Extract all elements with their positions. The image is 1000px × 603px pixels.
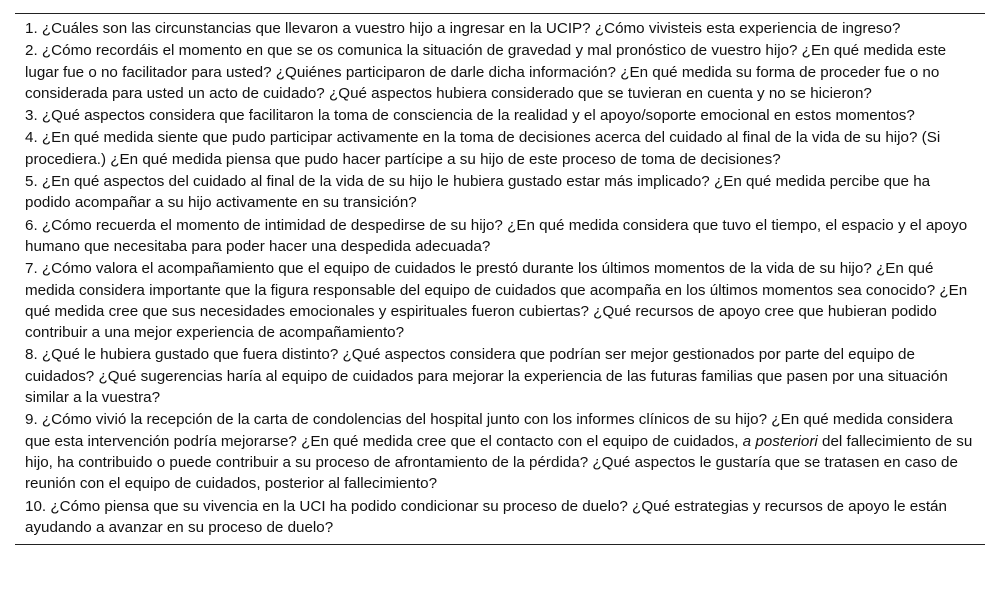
question-text: ¿Qué aspectos considera que facilitaron la toma de consciencia de la realidad y el apoyo/soporte emocional en estos momentos? [41,107,915,125]
question-10 [25,496,975,540]
question-text: ¿En qué aspectos del cuidado al final de la vida de su hijo le hubiera gustado estar más implicado? ¿En qué medida percibe que ha podido acompañar a su hijo activamente en su transición? [25,173,931,212]
question-text: ¿Cómo piensa que su vivencia en la UCI ha podido condicionar su proceso de duelo? ¿Qué estrategias y recursos de apoyo le están ayudando a avanzar en su proceso de duelo? [25,497,947,536]
question-text: ¿Cómo valora el acompañamiento que el equipo de cuidados le prestó durante los últimos momentos de la vida de su hijo? ¿En qué medida considera importante que la figura responsable del equipo de cuidados que acompaña en los últimos momentos sea conocido? ¿En qué medida cree que sus necesidades emocionales y espirituales fueron cubiertas? ¿Qué recursos de apoyo cree que hubieran podido contribuir a una mejor experiencia de acompañamiento? [25,260,968,342]
question-number: 1. [25,20,38,37]
question-number: 2. [25,42,38,60]
question-1 [25,18,975,40]
question-text: ¿Cómo vivió la recepción de la carta de condolencias del hospital junto con los informes clínicos de su hijo? ¿En qué medida considera que esta intervención podría mejorarse? ¿En qué medida cree que el contacto con el equipo de cuidados, [25,411,953,450]
question-text: ¿Cuáles son las circunstancias que llevaron a vuestro hijo a ingresar en la UCIP? ¿Cómo vivisteis esta experiencia de ingreso? [41,20,901,37]
question-text: ¿Cómo recuerda el momento de intimidad de despedirse de su hijo? ¿En qué medida considera que tuvo el tiempo, el espacio y el apoyo humano que necesitaba para poder hacer una despedida adecuada? [25,216,968,255]
question-9 [25,409,975,495]
question-4 [25,127,975,171]
questions-table [15,13,985,545]
question-8 [25,344,975,409]
question-5 [25,171,975,215]
bottom-rule [15,544,985,545]
question-text: del fallecimiento de su hijo, ha contribuido o puede contribuir a su proceso de afrontamiento de la pérdida? ¿Qué aspectos le gustaría que se tratasen en caso de reunión con el equipo de cuidados, posterior al fallecimiento? [25,432,973,493]
question-text-italic: a posteriori [742,432,818,450]
question-number: 5. [25,173,38,191]
question-number: 6. [25,216,38,234]
question-6 [25,215,975,259]
question-2 [25,40,975,105]
question-text: ¿Qué le hubiera gustado que fuera distinto? ¿Qué aspectos considera que podrían ser mejor gestionados por parte del equipo de cuidados? ¿Qué sugerencias haría al equipo de cuidados para mejorar la experiencia de las futuras familias que pasen por una situación similar a la vuestra? [25,346,948,407]
question-text: ¿Cómo recordáis el momento en que se os comunica la situación de gravedad y mal pronóstico de vuestro hijo? ¿En qué medida este lugar fue o no facilitador para usted? ¿Quiénes participaron de darle dicha información? ¿En qué medida su forma de proceder fue o no considerada para usted un acto de cuidado? ¿Qué aspectos hubiera considerado que se tuvieran en cuenta y no se hicieron? [25,42,947,102]
question-number: 9. [25,411,38,429]
question-number: 3. [25,107,38,125]
question-7 [25,258,975,344]
question-text: ¿En qué medida siente que pudo participar activamente en la toma de decisiones acerca del cuidado al final de la vida de su hijo? (Si procediera.) ¿En qué medida piensa que pudo hacer partícipe a su hijo de este proceso de toma de decisiones? [25,129,941,168]
question-list [15,14,985,539]
question-3 [25,105,975,127]
question-number: 8. [25,346,38,364]
question-number: 10. [25,497,47,515]
question-number: 7. [25,260,38,278]
question-number: 4. [25,129,38,147]
